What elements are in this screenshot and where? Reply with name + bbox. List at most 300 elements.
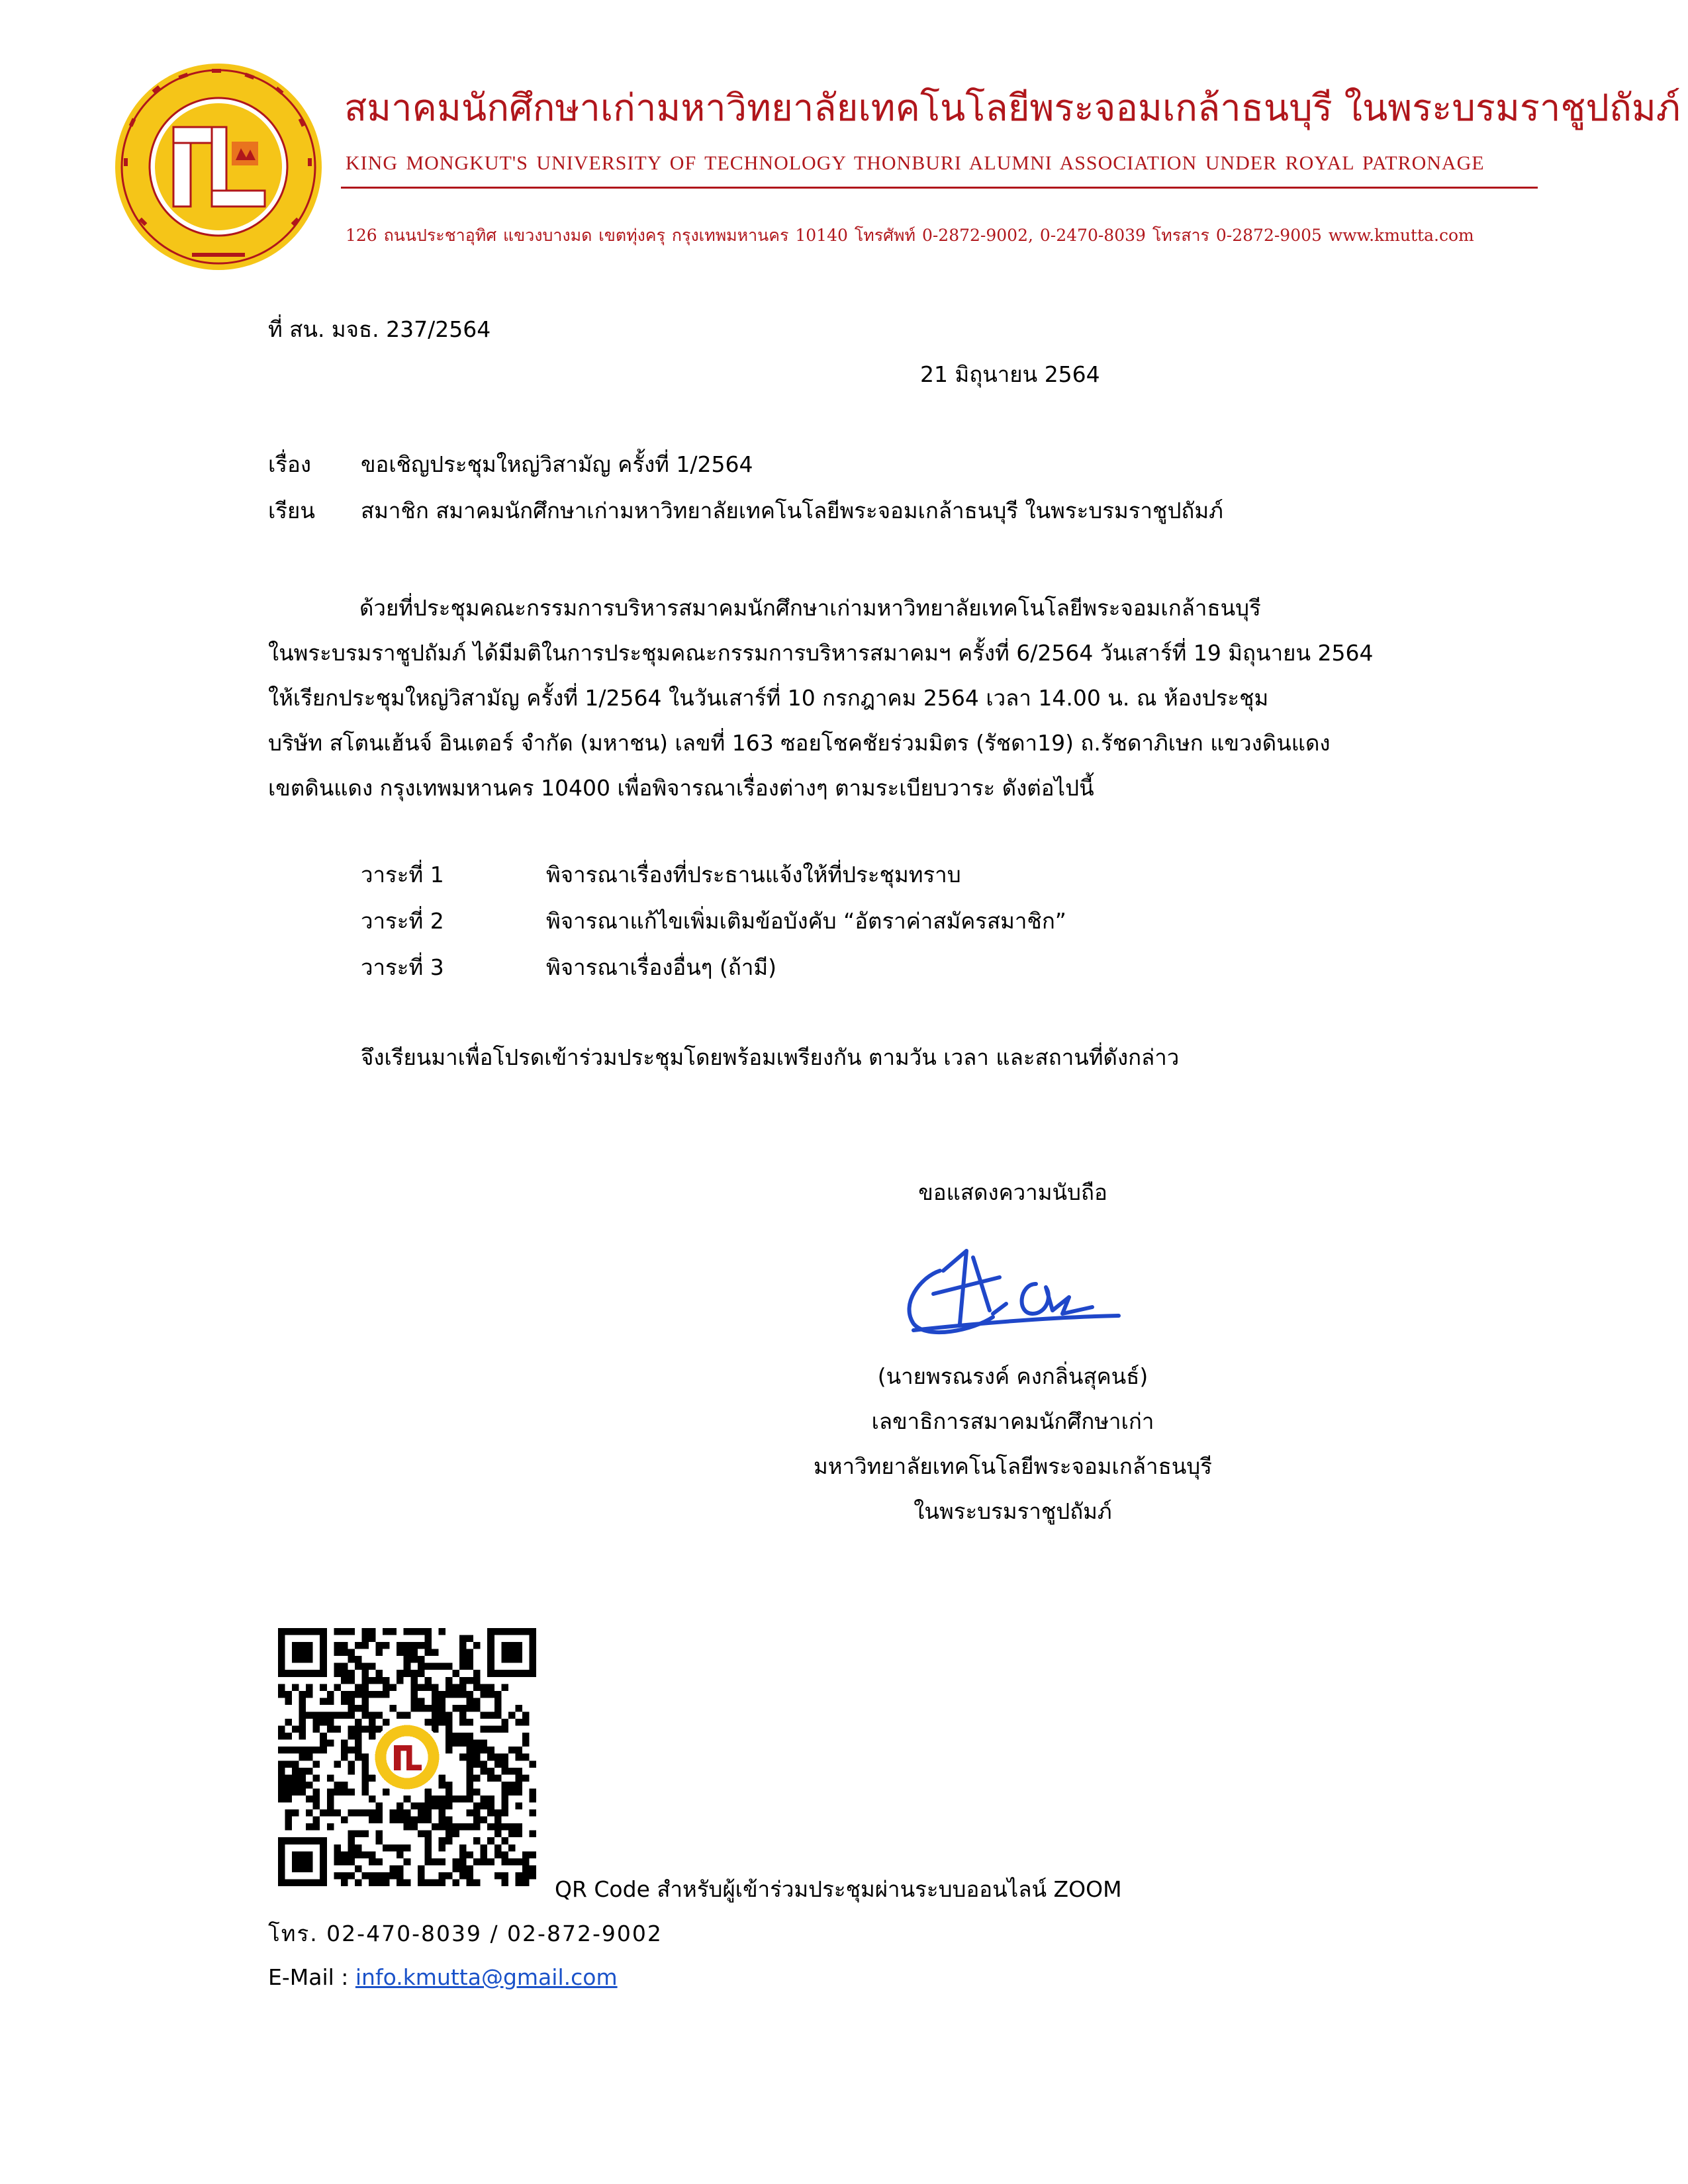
qr-module [369, 1733, 376, 1740]
qr-module [445, 1691, 453, 1698]
qr-module [361, 1809, 369, 1817]
qr-module [306, 1684, 313, 1691]
signatory-name: (นายพรณรงค์ คงกลิ่นสุคนธ์) [877, 1363, 1149, 1389]
qr-module [432, 1705, 439, 1712]
qr-module [459, 1796, 467, 1803]
qr-module [397, 1865, 404, 1872]
qr-module [438, 1809, 445, 1817]
qr-module [285, 1698, 293, 1705]
qr-module [481, 1817, 488, 1824]
qr-module [424, 1817, 432, 1824]
qr-module [404, 1809, 411, 1817]
qr-module [501, 1851, 508, 1858]
qr-module [306, 1754, 313, 1761]
recipient-text: สมาชิก สมาคมนักศึกษาเก่ามหาวิทยาลัยเทคโนโลยีพระจอมเกล้าธนบุรี ในพระบรมราชูปถัมภ์ [361, 498, 1223, 523]
qr-module [334, 1711, 341, 1719]
qr-module [313, 1726, 320, 1733]
qr-module [299, 1726, 306, 1733]
qr-module [397, 1844, 404, 1852]
qr-module [278, 1760, 285, 1768]
qr-module [473, 1698, 481, 1705]
qr-module [327, 1796, 334, 1803]
qr-module [487, 1809, 494, 1817]
qr-module [313, 1823, 320, 1831]
qr-module [355, 1865, 362, 1872]
qr-module [361, 1711, 369, 1719]
qr-module [481, 1691, 488, 1698]
qr-module [473, 1803, 481, 1810]
qr-module [418, 1705, 425, 1712]
qr-module [467, 1705, 474, 1712]
qr-module [341, 1642, 348, 1649]
qr-module [424, 1642, 432, 1649]
qr-module [473, 1677, 481, 1684]
qr-module [299, 1691, 306, 1698]
association-seal-icon [113, 61, 324, 273]
qr-module [445, 1803, 453, 1810]
qr-module [397, 1817, 404, 1824]
qr-module [299, 1705, 306, 1712]
qr-module [404, 1817, 411, 1824]
qr-module [529, 1831, 536, 1838]
qr-module [522, 1754, 530, 1761]
qr-module [404, 1823, 411, 1831]
qr-module [432, 1823, 439, 1831]
qr-module [348, 1831, 355, 1838]
qr-module [487, 1796, 494, 1803]
qr-module [376, 1711, 383, 1719]
qr-module [459, 1872, 467, 1880]
qr-module [341, 1872, 348, 1880]
agenda-label: วาระที่ 1 [361, 862, 444, 887]
qr-module [438, 1872, 445, 1880]
qr-module [341, 1851, 348, 1858]
qr-module [383, 1719, 390, 1726]
qr-module [361, 1670, 369, 1677]
qr-module [361, 1760, 369, 1768]
qr-module [376, 1677, 383, 1684]
qr-module [467, 1740, 474, 1747]
qr-module [313, 1711, 320, 1719]
qr-module [404, 1656, 411, 1663]
qr-module [361, 1663, 369, 1670]
qr-module [355, 1747, 362, 1754]
qr-module [445, 1837, 453, 1844]
qr-module [494, 1754, 502, 1761]
qr-module [453, 1823, 460, 1831]
qr-module [320, 1719, 327, 1726]
qr-module [299, 1747, 306, 1754]
qr-module [418, 1656, 425, 1663]
qr-module [445, 1796, 453, 1803]
qr-module [508, 1844, 516, 1852]
qr-module [341, 1858, 348, 1866]
qr-module [467, 1656, 474, 1663]
qr-module [508, 1831, 516, 1838]
qr-module [292, 1782, 299, 1789]
qr-module [341, 1782, 348, 1789]
qr-module [369, 1858, 376, 1866]
qr-module [341, 1740, 348, 1747]
qr-module [418, 1809, 425, 1817]
qr-module [327, 1698, 334, 1705]
qr-module [390, 1844, 397, 1852]
qr-module [438, 1817, 445, 1824]
qr-module [418, 1670, 425, 1677]
qr-module [320, 1684, 327, 1691]
qr-module [481, 1740, 488, 1747]
qr-module [361, 1774, 369, 1782]
qr-module [481, 1768, 488, 1775]
qr-module [418, 1628, 425, 1635]
agenda-item: พิจารณาแก้ไขเพิ่มเติมข้อบังคับ “อัตราค่าสมัครสมาชิก” [546, 908, 1066, 934]
qr-module [487, 1837, 494, 1844]
qr-module [453, 1684, 460, 1691]
qr-module [299, 1754, 306, 1761]
qr-module [494, 1760, 502, 1768]
qr-module [404, 1796, 411, 1803]
qr-module [515, 1782, 522, 1789]
qr-module [348, 1649, 355, 1657]
qr-module [445, 1747, 453, 1754]
qr-module [501, 1823, 508, 1831]
qr-module [418, 1803, 425, 1810]
qr-module [320, 1733, 327, 1740]
qr-module [334, 1628, 341, 1635]
qr-module [327, 1740, 334, 1747]
qr-module [508, 1782, 516, 1789]
qr-module [397, 1872, 404, 1880]
qr-module [341, 1747, 348, 1754]
qr-module [501, 1788, 508, 1796]
qr-module [424, 1677, 432, 1684]
qr-module [292, 1788, 299, 1796]
qr-module [390, 1817, 397, 1824]
qr-module [467, 1865, 474, 1872]
qr-module [390, 1865, 397, 1872]
recipient-label: เรียน [268, 498, 315, 523]
qr-module [299, 1733, 306, 1740]
qr-module [522, 1851, 530, 1858]
qr-module [355, 1726, 362, 1733]
qr-module [320, 1711, 327, 1719]
qr-module [404, 1858, 411, 1866]
qr-module [453, 1796, 460, 1803]
qr-module [383, 1788, 390, 1796]
qr-module [361, 1635, 369, 1643]
qr-module [313, 1719, 320, 1726]
email-label: E-Mail : [268, 1964, 355, 1990]
qr-module [467, 1635, 474, 1643]
qr-module [487, 1823, 494, 1831]
qr-module [369, 1809, 376, 1817]
qr-module [278, 1768, 285, 1775]
qr-module [361, 1677, 369, 1684]
qr-module [327, 1788, 334, 1796]
qr-module [397, 1642, 404, 1649]
qr-module [334, 1844, 341, 1852]
qr-module [424, 1879, 432, 1886]
qr-module [320, 1809, 327, 1817]
qr-module [438, 1879, 445, 1886]
qr-module [383, 1879, 390, 1886]
qr-module [494, 1844, 502, 1852]
qr-module [361, 1782, 369, 1789]
qr-module [508, 1747, 516, 1754]
qr-module [445, 1817, 453, 1824]
qr-module [432, 1719, 439, 1726]
qr-module [355, 1705, 362, 1712]
qr-module [369, 1711, 376, 1719]
closing-sentence: จึงเรียนมาเพื่อโปรดเข้าร่วมประชุมโดยพร้อมเพรียงกัน ตามวัน เวลา และสถานที่ดังกล่าว [361, 1044, 1180, 1070]
qr-module [515, 1768, 522, 1775]
qr-module [459, 1844, 467, 1852]
qr-code-icon[interactable] [278, 1628, 536, 1886]
qr-module [445, 1677, 453, 1684]
qr-module [459, 1705, 467, 1712]
qr-module [494, 1851, 502, 1858]
qr-module [438, 1803, 445, 1810]
qr-module [467, 1823, 474, 1831]
qr-module [348, 1698, 355, 1705]
qr-module [529, 1760, 536, 1768]
qr-module [278, 1747, 285, 1754]
qr-module [424, 1831, 432, 1838]
qr-module [320, 1698, 327, 1705]
qr-module [376, 1691, 383, 1698]
qr-module [438, 1844, 445, 1852]
qr-module [515, 1823, 522, 1831]
qr-module [306, 1711, 313, 1719]
qr-module [278, 1782, 285, 1789]
qr-module [334, 1872, 341, 1880]
qr-module [410, 1823, 418, 1831]
qr-module [459, 1823, 467, 1831]
qr-module [438, 1823, 445, 1831]
qr-module [327, 1803, 334, 1810]
qr-module [481, 1858, 488, 1866]
agenda-item: พิจารณาเรื่องที่ประธานแจ้งให้ที่ประชุมทราบ [546, 862, 961, 887]
qr-module [467, 1719, 474, 1726]
qr-module [390, 1628, 397, 1635]
qr-module [313, 1788, 320, 1796]
qr-module [459, 1663, 467, 1670]
qr-module [481, 1760, 488, 1768]
qr-module [348, 1628, 355, 1635]
qr-module [299, 1788, 306, 1796]
qr-module [467, 1747, 474, 1754]
qr-module [348, 1858, 355, 1866]
qr-module [404, 1711, 411, 1719]
qr-module [487, 1858, 494, 1866]
qr-module [299, 1711, 306, 1719]
qr-module [361, 1691, 369, 1698]
qr-module [459, 1656, 467, 1663]
qr-module [432, 1691, 439, 1698]
qr-module [313, 1774, 320, 1782]
qr-module [424, 1788, 432, 1796]
qr-module [432, 1698, 439, 1705]
email-link[interactable]: info.kmutta@gmail.com [355, 1964, 618, 1990]
organization-address: 126 ถนนประชาอุทิศ แขวงบางมด เขตทุ่งครุ กรุงเทพมหานคร 10140 โทรศัพท์ 0-2872-9002, 0-2470-8039 โทรสาร 0-2872-9005 www.kmutta.com [346, 226, 1474, 245]
qr-module [306, 1747, 313, 1754]
qr-module [369, 1726, 376, 1733]
qr-module [467, 1774, 474, 1782]
qr-module [445, 1684, 453, 1691]
qr-module [445, 1726, 453, 1733]
qr-module [369, 1663, 376, 1670]
qr-module [355, 1733, 362, 1740]
qr-module [306, 1782, 313, 1789]
qr-module [341, 1628, 348, 1635]
qr-module [494, 1809, 502, 1817]
qr-module [278, 1788, 285, 1796]
qr-module [515, 1831, 522, 1838]
body-line: เขตดินแดง กรุงเทพมหานคร 10400 เพื่อพิจารณาเรื่องต่างๆ ตามระเบียบวาระ ดังต่อไปนี้ [268, 775, 1094, 801]
qr-module [404, 1642, 411, 1649]
qr-module [327, 1823, 334, 1831]
qr-module [453, 1670, 460, 1677]
qr-module [313, 1803, 320, 1810]
qr-module [390, 1705, 397, 1712]
qr-module [494, 1691, 502, 1698]
qr-module [459, 1740, 467, 1747]
qr-module [494, 1823, 502, 1831]
qr-module [292, 1747, 299, 1754]
qr-module [334, 1726, 341, 1733]
qr-module [473, 1817, 481, 1824]
qr-module [341, 1691, 348, 1698]
qr-module [473, 1858, 481, 1866]
qr-module [508, 1788, 516, 1796]
qr-module [404, 1628, 411, 1635]
qr-module [292, 1774, 299, 1782]
qr-module [341, 1670, 348, 1677]
qr-module [438, 1711, 445, 1719]
qr-module [348, 1656, 355, 1663]
qr-module [418, 1817, 425, 1824]
qr-module [369, 1851, 376, 1858]
qr-module [438, 1698, 445, 1705]
qr-module [376, 1837, 383, 1844]
salutation: ขอแสดงความนับถือ [918, 1179, 1107, 1205]
qr-module [334, 1649, 341, 1657]
qr-module [481, 1747, 488, 1754]
qr-module [278, 1796, 285, 1803]
qr-module [459, 1684, 467, 1691]
qr-module [473, 1760, 481, 1768]
qr-module [522, 1865, 530, 1872]
qr-module [334, 1809, 341, 1817]
qr-module [285, 1747, 293, 1754]
qr-module [473, 1642, 481, 1649]
qr-module [487, 1803, 494, 1810]
qr-module [515, 1858, 522, 1866]
qr-module [306, 1809, 313, 1817]
qr-module [438, 1774, 445, 1782]
qr-module [501, 1768, 508, 1775]
qr-module [410, 1656, 418, 1663]
qr-module [285, 1817, 293, 1824]
qr-module [397, 1711, 404, 1719]
agenda-label: วาระที่ 2 [361, 908, 444, 934]
qr-module [320, 1747, 327, 1754]
qr-module [515, 1754, 522, 1761]
qr-module [397, 1677, 404, 1684]
qr-module [424, 1663, 432, 1670]
qr-module [355, 1754, 362, 1761]
qr-module [313, 1747, 320, 1754]
qr-module [445, 1831, 453, 1838]
qr-module [361, 1642, 369, 1649]
body-paragraph [268, 586, 1436, 811]
qr-module [327, 1726, 334, 1733]
qr-module [334, 1684, 341, 1691]
qr-module [467, 1768, 474, 1775]
qr-module [459, 1858, 467, 1866]
qr-module [522, 1740, 530, 1747]
qr-module [487, 1768, 494, 1775]
body-line: ในพระบรมราชูปถัมภ์ ได้มีมติในการประชุมคณะกรรมการบริหารสมาคมฯ ครั้งที่ 6/2564 วันเสาร์ที่ 19 มิถุนายน 2564 [268, 640, 1374, 666]
qr-module [334, 1788, 341, 1796]
qr-module [410, 1628, 418, 1635]
qr-module [355, 1831, 362, 1838]
qr-module [348, 1726, 355, 1733]
qr-module [397, 1670, 404, 1677]
signatory-title-line: เลขาธิการสมาคมนักศึกษาเก่า [871, 1408, 1154, 1434]
qr-module [424, 1719, 432, 1726]
qr-module [348, 1872, 355, 1880]
qr-module [424, 1684, 432, 1691]
qr-module [459, 1691, 467, 1698]
qr-module [334, 1858, 341, 1866]
qr-module [313, 1817, 320, 1824]
qr-module [501, 1803, 508, 1810]
signature-icon [894, 1231, 1132, 1343]
qr-module [334, 1782, 341, 1789]
qr-module [467, 1698, 474, 1705]
organization-name-thai: สมาคมนักศึกษาเก่ามหาวิทยาลัยเทคโนโลยีพระจอมเกล้าธนบุรี ในพระบรมราชูปถัมภ์ [344, 87, 1681, 130]
qr-module [348, 1851, 355, 1858]
qr-module [376, 1649, 383, 1657]
qr-module [397, 1803, 404, 1810]
qr-module [445, 1823, 453, 1831]
qr-module [418, 1684, 425, 1691]
qr-module [473, 1747, 481, 1754]
qr-module [438, 1691, 445, 1698]
qr-module [404, 1649, 411, 1657]
subject-text: ขอเชิญประชุมใหญ่วิสามัญ ครั้งที่ 1/2564 [361, 451, 753, 477]
qr-module [313, 1760, 320, 1768]
qr-module [355, 1663, 362, 1670]
qr-module [355, 1740, 362, 1747]
qr-module [501, 1726, 508, 1733]
qr-module [453, 1691, 460, 1698]
qr-module [522, 1774, 530, 1782]
qr-module [376, 1872, 383, 1880]
qr-module [383, 1684, 390, 1691]
agenda-label: วาระที่ 3 [361, 954, 444, 980]
qr-caption: QR Code สำหรับผู้เข้าร่วมประชุมผ่านระบบออนไลน์ ZOOM [555, 1876, 1122, 1902]
qr-module [494, 1705, 502, 1712]
qr-module [481, 1844, 488, 1852]
qr-module [501, 1872, 508, 1880]
qr-module [467, 1733, 474, 1740]
qr-module [341, 1879, 348, 1886]
qr-module [501, 1858, 508, 1866]
qr-module [424, 1851, 432, 1858]
qr-module [383, 1677, 390, 1684]
